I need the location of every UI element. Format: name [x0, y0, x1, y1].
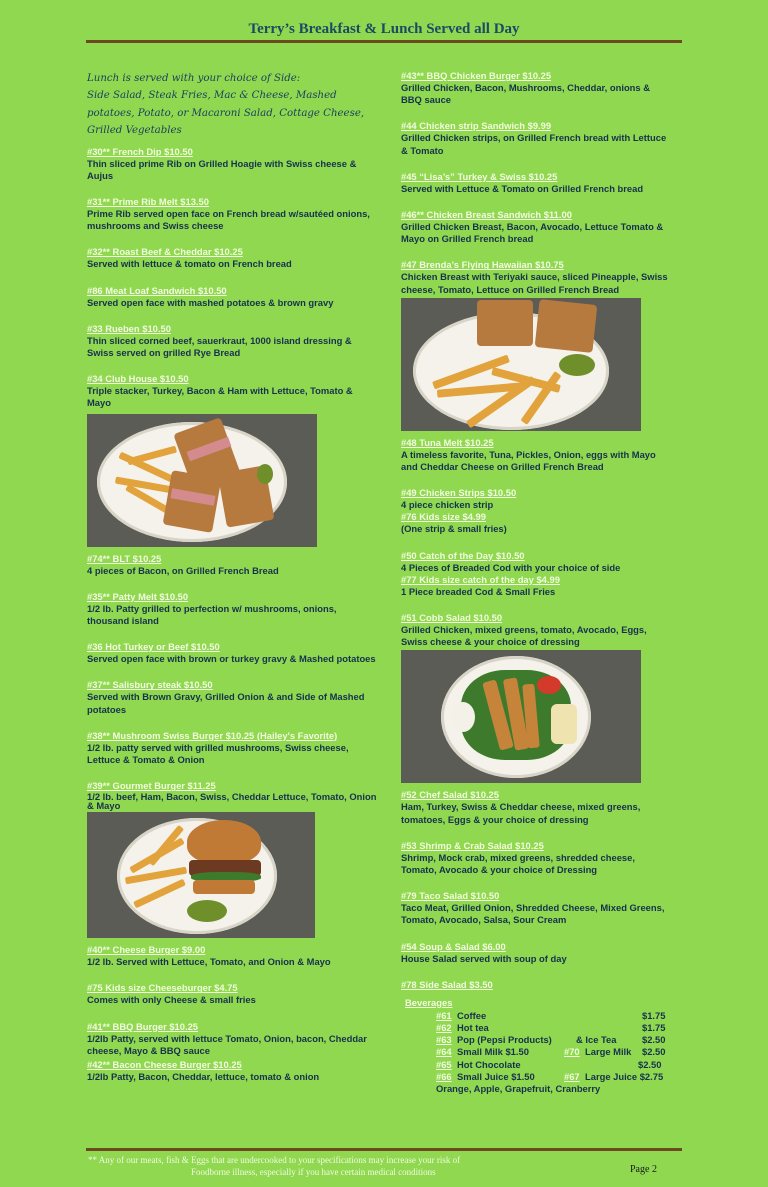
menu-item	[87, 591, 377, 627]
menu-item	[87, 780, 377, 810]
page-title: Terry’s Breakfast & Lunch Served all Day	[248, 21, 520, 37]
menu-item	[401, 437, 673, 473]
beverage-number: #66	[436, 1070, 452, 1082]
beverage-row	[401, 1071, 673, 1083]
bottom-divider	[86, 1148, 682, 1151]
item-desc: 1/2 lb. Served with Lettuce, Tomato, and Onion & Mayo	[87, 956, 331, 968]
item-desc: Served with Brown Gravy, Grilled Onion & and Side of Mashed potatoes	[87, 691, 365, 715]
kids-item-name: #76 Kids size $4.99	[401, 511, 486, 523]
beverage-label: Hot tea	[457, 1022, 489, 1034]
item-desc: Thin sliced prime Rib on Grilled Hoagie with Swiss cheese & Aujus	[87, 157, 357, 181]
menu-item	[401, 789, 673, 825]
beverage-number: #70	[564, 1046, 580, 1058]
item-name: #86 Meat Loaf Sandwich $10.50	[87, 284, 227, 296]
menu-item	[87, 1059, 377, 1083]
menu-item	[87, 146, 377, 182]
beverage-number: #65	[436, 1058, 452, 1070]
menu-item	[401, 487, 673, 535]
menu-item	[87, 373, 377, 409]
item-name: #51 Cobb Salad $10.50	[401, 612, 503, 624]
item-name: #39** Gourmet Burger $11.25	[87, 780, 216, 792]
item-name: #53 Shrimp & Crab Salad $10.25	[401, 839, 544, 851]
item-desc: Grilled Chicken Breast, Bacon, Avocado, Lettuce Tomato & Mayo on Grilled French bread	[401, 221, 664, 245]
burger-bun	[187, 820, 261, 864]
intro-line: Grilled Vegetables	[87, 125, 182, 137]
beverage-number: #63	[436, 1034, 452, 1046]
item-name: #41** BBQ Burger $10.25	[87, 1020, 198, 1032]
item-desc: Grilled Chicken, mixed greens, tomato, Avocado, Eggs, Swiss cheese & your choice of dressing	[401, 624, 647, 648]
menu-item	[87, 553, 377, 577]
beverage-price: $1.75	[642, 1022, 666, 1034]
item-desc: A timeless favorite, Tuna, Pickles, Onion, eggs with Mayo and Cheddar Cheese on Grilled French Bread	[401, 448, 656, 473]
beverage-number: #62	[436, 1022, 452, 1034]
menu-item	[401, 120, 673, 156]
beverage-label: Pop (Pepsi Products)	[457, 1034, 552, 1046]
item-name: #47 Brenda’s Flying Hawaiian $10.75	[401, 259, 564, 271]
item-name: #33 Rueben $10.50	[87, 322, 171, 334]
pickle	[257, 464, 273, 484]
item-desc: 1/2lb Patty, served with lettuce Tomato, Onion, bacon, Cheddar cheese, Mayo & BBQ sauce	[87, 1032, 367, 1056]
item-name: #78 Side Salad $3.50	[401, 978, 493, 990]
item-desc: Taco Meat, Grilled Onion, Shredded Cheese, Mixed Greens, Tomato, Avocado, Salsa, Sour Cream	[401, 902, 665, 926]
notice-line: Foodborne illness, especially if you have certain medical conditions	[191, 1167, 436, 1177]
intro-line: Lunch is served with your choice of Side:	[87, 73, 301, 84]
beverage-number: #61	[436, 1009, 452, 1021]
item-name: #52 Chef Salad $10.25	[401, 789, 499, 801]
intro-line: potatoes, Potato, or Macaroni Salad, Cottage Cheese,	[87, 107, 365, 119]
item-name: #75 Kids size Cheeseburger $4.75	[87, 982, 238, 994]
beverage-label: Coffee	[457, 1009, 487, 1021]
pickle	[559, 354, 595, 376]
item-desc: Served open face with brown or turkey gravy & Mashed potatoes	[87, 653, 376, 665]
menu-item	[401, 259, 673, 295]
sandwich	[477, 300, 533, 346]
food-safety-notice	[88, 1154, 508, 1178]
item-desc: Served open face with mashed potatoes & brown gravy	[87, 296, 334, 308]
notice-line: ** Any of our meats, fish & Eggs that are undercooked to your specifications may increase your risk of	[88, 1155, 461, 1165]
menu-item	[87, 196, 377, 232]
item-desc: Grilled Chicken, Bacon, Mushrooms, Cheddar, onions & BBQ sauce	[401, 82, 650, 106]
menu-item	[87, 285, 377, 309]
beverages-section	[401, 997, 673, 1095]
menu-item	[87, 944, 377, 968]
item-desc: Served with lettuce & tomato on French bread	[87, 258, 292, 270]
club-sandwich-photo	[87, 414, 317, 547]
page-number: Page 2	[630, 1164, 657, 1175]
cheese	[551, 704, 577, 744]
item-name: #40** Cheese Burger $9.00	[87, 944, 206, 956]
menu-item	[401, 612, 673, 648]
top-divider	[86, 40, 682, 43]
item-desc: Shrimp, Mock crab, mixed greens, shredded cheese, Tomato, Avocado & your choice of Dressing	[401, 851, 635, 876]
beverage-label: Large Milk	[585, 1046, 632, 1058]
beverage-label: Large Juice $2.75	[585, 1070, 664, 1082]
beverage-label: Hot Chocolate	[457, 1058, 521, 1070]
item-name: #79 Taco Salad $10.50	[401, 890, 500, 902]
right-column	[401, 70, 673, 1095]
menu-item	[87, 679, 377, 715]
item-name: #31** Prime Rib Melt $13.50	[87, 196, 209, 208]
item-desc: House Salad served with soup of day	[401, 952, 567, 964]
item-name: #45 “Lisa’s” Turkey & Swiss $10.25	[401, 170, 558, 182]
item-name: #50 Catch of the Day $10.50	[401, 549, 525, 561]
item-name: #34 Club House $10.50	[87, 373, 189, 385]
item-desc: Prime Rib served open face on French bread w/sautéed onions, mushrooms and Swiss cheese	[87, 208, 370, 232]
item-desc: Thin sliced corned beef, sauerkraut, 1000 island dressing & Swiss served on grilled Rye Bread	[87, 334, 352, 359]
item-name: #35** Patty Melt $10.50	[87, 590, 189, 602]
item-name: #49 Chicken Strips $10.50	[401, 487, 517, 499]
menu-item	[87, 1021, 377, 1057]
menu-item	[401, 70, 673, 106]
beverage-row	[401, 1022, 673, 1034]
beverage-extra: & Ice Tea	[576, 1034, 617, 1046]
kids-item-desc: 1 Piece breaded Cod & Small Fries	[401, 585, 556, 597]
menu-item	[401, 979, 673, 991]
beverage-number: #64	[436, 1046, 452, 1058]
item-name: #36 Hot Turkey or Beef $10.50	[87, 641, 220, 653]
item-name: #48 Tuna Melt $10.25	[401, 436, 494, 448]
item-desc: 1/2lb Patty, Bacon, Cheddar, lettuce, tomato & onion	[87, 1071, 320, 1083]
item-name: #37** Salisbury steak $10.50	[87, 679, 213, 691]
item-desc: Comes with only Cheese & small fries	[87, 994, 256, 1006]
beverages-title: Beverages	[405, 996, 453, 1008]
sandwich	[535, 299, 598, 353]
item-name: #38** Mushroom Swiss Burger $10.25 (Hailey's Favorite)	[87, 729, 338, 741]
item-desc: Triple stacker, Turkey, Bacon & Ham with Lettuce, Tomato & Mayo	[87, 385, 353, 409]
burger-bottom	[193, 880, 255, 894]
item-desc: 4 pieces of Bacon, on Grilled French Bread	[87, 564, 279, 576]
kids-item-desc: (One strip & small fries)	[401, 523, 507, 535]
beverage-number: #67	[564, 1070, 580, 1082]
item-name: #54 Soup & Salad $6.00	[401, 940, 506, 952]
item-desc: 1/2 lb. beef, Ham, Bacon, Swiss, Cheddar Lettuce, Tomato, Onion & Mayo	[87, 791, 377, 812]
burger-photo	[87, 812, 315, 938]
beverage-price: $2.50	[638, 1058, 662, 1070]
beverage-row	[401, 1034, 673, 1046]
item-desc: Served with Lettuce & Tomato on Grilled French bread	[401, 182, 644, 194]
beverage-price: $2.50	[642, 1046, 666, 1058]
item-desc: Ham, Turkey, Swiss & Cheddar cheese, mixed greens, tomatoes, Eggs & your choice of dressing	[401, 801, 641, 825]
item-desc: 4 Pieces of Breaded Cod with your choice of side	[401, 561, 621, 573]
sides-intro	[87, 70, 377, 140]
item-name: #44 Chicken strip Sandwich $9.99	[401, 120, 552, 132]
menu-item	[401, 550, 673, 598]
menu-item	[87, 730, 377, 766]
hawaiian-sandwich-photo	[401, 298, 641, 431]
item-name: #74** BLT $10.25	[87, 552, 162, 564]
intro-line: Side Salad, Steak Fries, Mac & Cheese, Mashed	[87, 90, 337, 102]
menu-item	[401, 209, 673, 245]
left-column	[87, 70, 377, 1097]
juice-flavors: Orange, Apple, Grapefruit, Cranberry	[436, 1083, 601, 1094]
item-name: #46** Chicken Breast Sandwich $11.00	[401, 209, 572, 221]
item-name: #43** BBQ Chicken Burger $10.25	[401, 70, 552, 81]
cobb-salad-photo	[401, 650, 641, 783]
item-name: #32** Roast Beef & Cheddar $10.25	[87, 246, 243, 258]
beverage-label: Small Milk $1.50	[457, 1046, 529, 1058]
item-desc: Grilled Chicken strips, on Grilled French bread with Lettuce & Tomato	[401, 132, 667, 156]
item-name: #42** Bacon Cheese Burger $10.25	[87, 1059, 242, 1071]
menu-item	[87, 246, 377, 270]
menu-item	[87, 982, 377, 1006]
beverage-price: $1.75	[642, 1009, 666, 1021]
beverage-row	[401, 1059, 673, 1071]
menu-item	[87, 641, 377, 665]
item-desc: 4 piece chicken strip	[401, 499, 494, 511]
item-desc: 1/2 lb. patty served with grilled mushrooms, Swiss cheese, Lettuce & Tomato & Onion	[87, 741, 349, 766]
item-name: #30** French Dip $10.50	[87, 145, 193, 157]
item-desc: Chicken Breast with Teriyaki sauce, sliced Pineapple, Swiss cheese, Tomato, Lettuce on Grilled French Bread	[401, 271, 668, 295]
item-desc: 1/2 lb. Patty grilled to perfection w/ mushrooms, onions, thousand island	[87, 602, 337, 627]
menu-item	[401, 890, 673, 926]
menu-item	[401, 840, 673, 876]
beverage-label: Small Juice $1.50	[457, 1070, 535, 1082]
menu-item	[401, 171, 673, 195]
beverage-row	[401, 1010, 673, 1022]
beverage-row	[401, 1083, 673, 1095]
menu-item	[87, 323, 377, 359]
beverage-row	[401, 1046, 673, 1058]
kids-item-name: #77 Kids size catch of the day $4.99	[401, 573, 560, 585]
beverage-price: $2.50	[642, 1034, 666, 1046]
menu-item	[401, 941, 673, 965]
